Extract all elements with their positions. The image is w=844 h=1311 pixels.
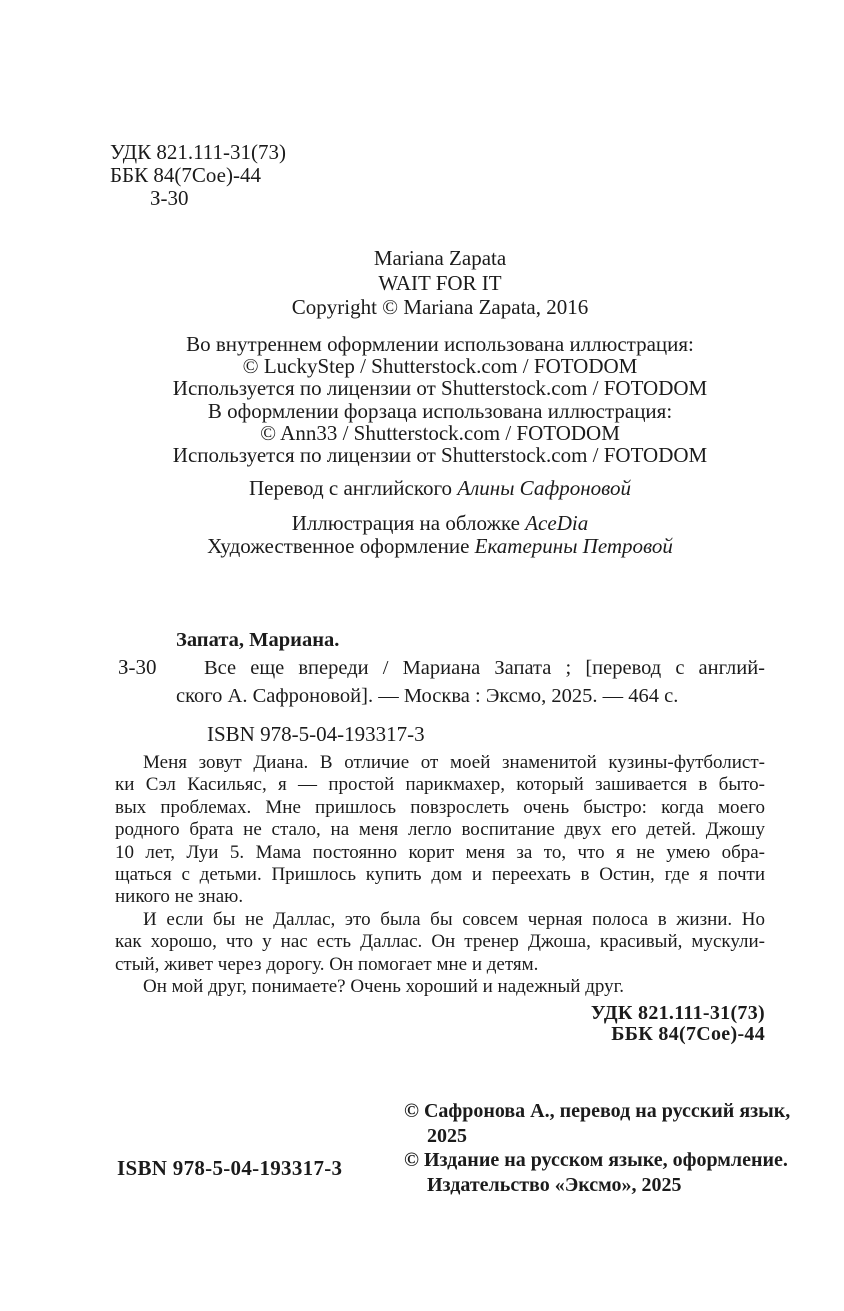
design-credit-line (115, 535, 765, 558)
isbn-bottom: ISBN 978-5-04-193317-3 (117, 1156, 343, 1180)
bbk-code-top: ББК 84(7Сое)-44 (110, 163, 261, 187)
illustration-credits-block (115, 333, 765, 466)
translation-prefix: Перевод с английского (248, 476, 453, 500)
copyright-line: © Сафронова А., перевод на русский язык, (404, 1100, 791, 1122)
original-title: WAIT FOR IT (378, 270, 502, 295)
original-title-block (115, 246, 765, 320)
copyright-line-continuation: Издательство «Эксмо», 2025 (427, 1173, 682, 1196)
udk-code-bottom: УДК 821.111-31(73) (590, 1002, 765, 1024)
original-copyright: Copyright © Mariana Zapata, 2016 (291, 295, 589, 320)
credit-line: Используется по лицензии от Shutterstock.com / FOTODOM (172, 443, 708, 468)
credit-line: Во внутреннем оформлении использована иллюстрация: (186, 332, 694, 356)
cover-credit-line (115, 512, 765, 535)
catalog-card-block (176, 626, 765, 710)
designer-name: Екатерины Петровой (474, 533, 673, 558)
annotation-line: Меня зовут Диана. В отличие от моей знаменитой кузины-футболист- (143, 752, 765, 773)
credit-line: © Ann33 / Shutterstock.com / FOTODOM (260, 420, 620, 445)
credit-line: © LuckyStep / Shutterstock.com / FOTODOM (242, 354, 638, 379)
annotation-line: И если бы не Даллас, это была бы совсем черная полоса в жизни. Но (143, 908, 765, 930)
bbk-code-bottom: ББК 84(7Сое)-44 (611, 1023, 765, 1045)
udk-code-top: УДК 821.111-31(73) (110, 140, 286, 164)
original-author: Mariana Zapata (373, 246, 507, 270)
catalog-author: Запата, Мариана. (176, 629, 340, 651)
credit-line: Используется по лицензии от Shutterstock.com / FOTODOM (172, 376, 708, 401)
design-credits-block (115, 512, 765, 558)
author-sign-code-top: З-30 (150, 186, 189, 210)
annotation-line: вых проблемах. Мне пришлось повзрослеть очень быстро: когда моего (115, 796, 765, 818)
cover-credit-prefix: Иллюстрация на обложке (291, 511, 520, 535)
annotation-line: никого не знаю. (115, 886, 244, 908)
isbn-catalog: ISBN 978-5-04-193317-3 (207, 722, 425, 746)
catalog-entry-line: Все еще впереди / Мариана Запата ; [перевод с англий- (204, 657, 765, 679)
annotation-line: как хорошо, что у нас есть Даллас. Он тренер Джоша, красивый, мускули- (115, 931, 765, 953)
classification-codes-bottom (115, 1003, 765, 1045)
copyright-line: © Издание на русском языке, оформление. (404, 1149, 788, 1171)
annotation-line: родного брата не стало, на меня легло воспитание двух его детей. Джошу (115, 819, 765, 841)
author-sign-code-catalog: З-30 (118, 655, 157, 679)
annotation-block (115, 752, 765, 998)
translation-credit (115, 477, 765, 499)
copyright-notices-block (404, 1099, 844, 1197)
annotation-line: стый, живет через дорогу. Он помогает мне и детям. (115, 953, 539, 975)
classification-codes-top (110, 141, 286, 210)
translator-name: Алины Сафроновой (457, 476, 632, 500)
annotation-line: Он мой друг, понимаете? Очень хороший и надежный друг. (143, 976, 625, 998)
cover-artist-name: AceDia (525, 511, 589, 535)
catalog-entry-line: ского А. Сафроновой]. — Москва : Эксмо, 2025. — 464 с. (176, 685, 679, 707)
design-credit-prefix: Художественное оформление (207, 533, 470, 558)
annotation-line: ки Сэл Касильяс, я — простой парикмахер, который зашивается в быто- (115, 774, 765, 796)
credit-line: В оформлении форзаца использована иллюстрация: (207, 398, 673, 423)
annotation-line: 10 лет, Луи 5. Мама постоянно корит меня за то, что я не умею обра- (115, 841, 765, 863)
annotation-line: щаться с детьми. Пришлось купить дом и переехать в Остин, где я почти (115, 864, 765, 886)
copyright-line-continuation: 2025 (427, 1124, 467, 1147)
